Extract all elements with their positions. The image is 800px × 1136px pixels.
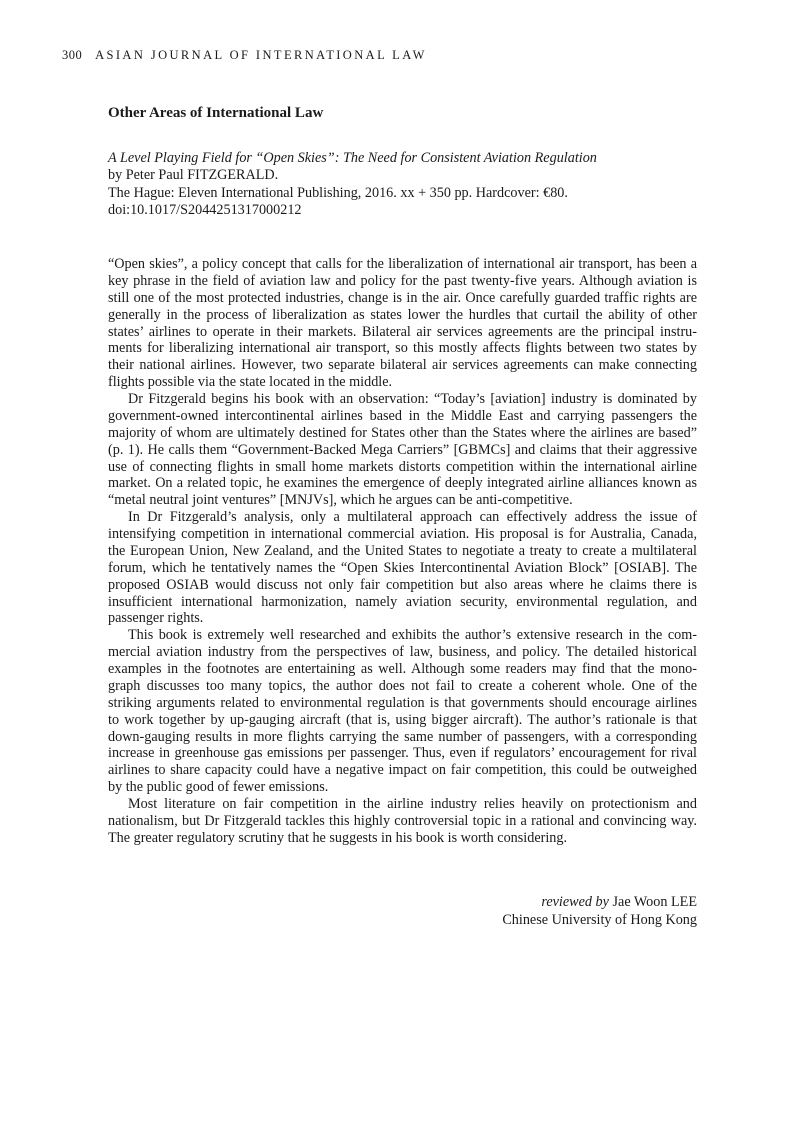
paragraph [108, 391, 697, 509]
text-line: down-gauging results in more flights carrying the same number of passengers, with a corresponding [108, 728, 697, 745]
text-line: The greater regulatory scrutiny that he suggests in his book is worth considering. [108, 829, 568, 846]
book-citation [108, 150, 597, 219]
text-line: striking arguments related to environmental regulation is that governments should encourage airlines [108, 694, 697, 711]
text-line: still one of the most protected industries, change is in the air. Once carefully guarded traffic rights are [108, 289, 697, 306]
text-line: passenger rights. [108, 610, 204, 627]
text-line: government-owned intercontinental airlines based in the Middle East and carrying passengers the [108, 407, 697, 424]
text-line: use of connecting flights in small home markets distorts competition within the international airline [108, 458, 697, 475]
text-line: “Open skies”, a policy concept that calls for the liberalization of international air transport, has been a [108, 256, 697, 272]
text-line: airlines to share capacity could have a negative impact on fair competition, this could be outweighed [108, 762, 697, 779]
text-line: forum, which he tentatively names the “Open Skies Intercontinental Aviation Block” [OSIAB]. The [108, 559, 697, 576]
text-line: increase in greenhouse gas emissions per passenger. Thus, even if regulators’ encouragement for rival [108, 745, 697, 762]
text-line: In Dr Fitzgerald’s analysis, only a multilateral approach can effectively address the issue of [128, 509, 697, 526]
reviewed-by-label: reviewed by [541, 894, 609, 910]
paragraph [108, 509, 697, 627]
text-line: mercial aviation industry from the perspectives of law, business, and policy. The detailed historical [108, 644, 697, 661]
journal-name: ASIAN JOURNAL OF INTERNATIONAL LAW [95, 48, 427, 62]
text-line: majority of whom are ultimately destined for States other than the States where the airlines are based” [108, 424, 697, 441]
book-author: by Peter Paul FITZGERALD. [108, 167, 279, 184]
book-title: A Level Playing Field for “Open Skies”: The Need for Consistent Aviation Regulation [108, 150, 597, 166]
reviewer-name: Jae Woon LEE [612, 894, 697, 910]
text-line: key phrase in the field of aviation law and policy for the past twenty-five years. Although aviation is [108, 272, 697, 289]
section-heading: Other Areas of International Law [108, 105, 324, 121]
text-line: graph discusses too many topics, the author does not fail to create a coherent whole. One of the [108, 677, 697, 694]
text-line: insufficient international harmonization, namely aviation security, environmental regulation, and [108, 593, 697, 610]
text-line: flights possible via the state located in the middle. [108, 374, 393, 391]
text-line: generally in the process of liberalization as states lower the hurdles that curtail the ability of other [108, 306, 697, 323]
text-line: “metal neutral joint ventures” [MNJVs], which he argues can be anti-competitive. [108, 492, 573, 509]
text-line: Most literature on fair competition in the airline industry relies heavily on protectionism and [128, 796, 697, 812]
paragraph [108, 796, 697, 847]
text-line: to work together by up-gauging aircraft (that is, using bigger aircraft). The author’s rationale is that [108, 711, 697, 728]
text-line: by the public good of fewer emissions. [108, 779, 329, 796]
text-line: their national airlines. However, two separate bilateral air services agreements can make connecting [108, 357, 697, 374]
text-line: This book is extremely well researched and exhibits the author’s extensive research in the com- [128, 627, 697, 644]
text-line: intensifying competition in international commercial aviation. His proposal is for Australia, Canada, [108, 526, 697, 542]
book-doi[interactable]: doi:10.1017/S2044251317000212 [108, 201, 302, 218]
paragraph [108, 256, 697, 391]
text-line: ments for liberalizing international air transport, so this mostly affects flights between two states by [108, 340, 697, 357]
paragraph [108, 627, 697, 796]
review-body [108, 256, 697, 847]
text-line: the European Union, New Zealand, and the United States to negotiate a treaty to create a multilateral [108, 542, 697, 559]
reviewer-affiliation: Chinese University of Hong Kong [502, 911, 697, 928]
text-line: nationalism, but Dr Fitzgerald tackles this highly controversial topic in a rational and convincing way. [108, 812, 697, 829]
signature [502, 894, 697, 929]
text-line: proposed OSIAB would discuss not only fair competition but also areas where he claims there is [108, 576, 697, 593]
text-line: Dr Fitzgerald begins his book with an observation: “Today’s [aviation] industry is dominated by [128, 391, 697, 407]
running-head [62, 48, 427, 63]
text-line: market. On a related topic, he examines the emergence of deeply integrated airline alliances known as [108, 475, 697, 492]
text-line: (p. 1). He calls them “Government-Backed Mega Carriers” [GBMCs] and claims that their aggressive [108, 441, 697, 458]
text-line: states’ airlines to operate in their markets. Bilateral air services agreements are the principal instru- [108, 323, 697, 340]
book-publication: The Hague: Eleven International Publishing, 2016. xx + 350 pp. Hardcover: €80. [108, 184, 568, 201]
page-number: 300 [62, 48, 83, 62]
text-line: examples in the footnotes are entertaining as well. Although some readers may find that the mono- [108, 661, 697, 677]
